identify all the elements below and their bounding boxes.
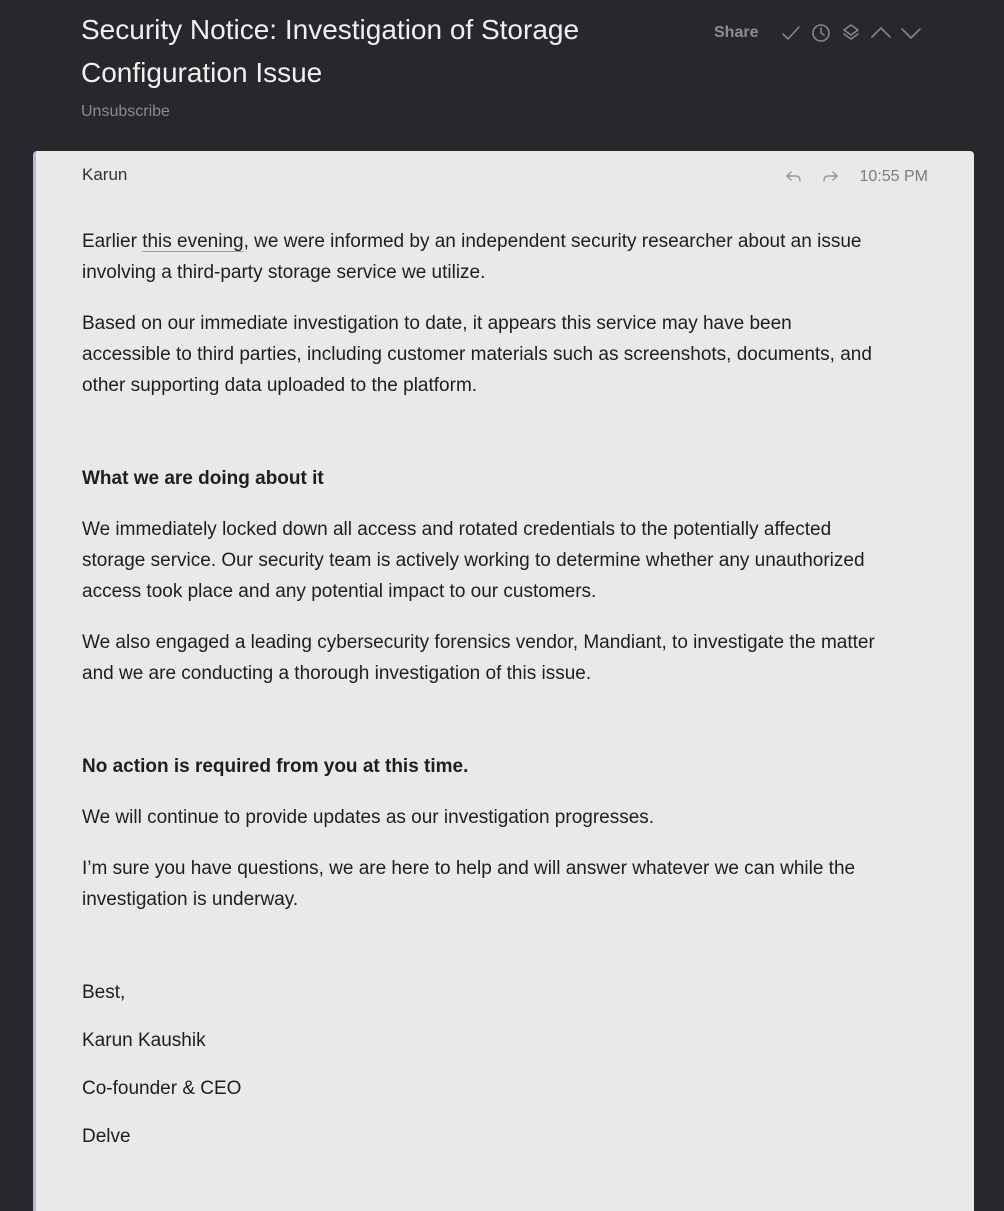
- paragraph: We will continue to provide updates as our investigation progresses.: [82, 807, 655, 828]
- paragraph: We also engaged a leading cybersecurity forensics vendor, Mandiant, to investigate the matter and we are conducting a thorough investigation of this issue.: [82, 632, 875, 684]
- share-button[interactable]: Share: [714, 24, 759, 41]
- layers-icon[interactable]: [840, 22, 862, 44]
- message-body: [82, 226, 882, 1169]
- p1-after: , we were informed by an independent security researcher about an issue involving a third-party storage service we utilize.: [82, 231, 862, 283]
- paragraph: Based on our immediate investigation to date, it appears this service may have been accessible to third parties, including customer materials such as screenshots, documents, and other supporting data uploaded to the platform.: [82, 313, 872, 396]
- sender-name: Karun: [82, 165, 128, 184]
- paragraph: I’m sure you have questions, we are here to help and will answer whatever we can while the investigation is underway.: [82, 858, 856, 910]
- message-actions: [784, 165, 928, 189]
- section-heading: What we are doing about it: [82, 468, 324, 489]
- section-heading: No action is required from you at this time.: [82, 756, 469, 777]
- signature-name: Karun Kaushik: [82, 1030, 206, 1051]
- signature-company: Delve: [82, 1126, 131, 1147]
- signature: [82, 977, 882, 1152]
- email-toolbar: [714, 18, 930, 48]
- email-subject: Security Notice: Investigation of Storage Configuration Issue: [81, 14, 580, 88]
- email-header: [0, 0, 1004, 150]
- message-time: 10:55 PM: [859, 168, 928, 185]
- message-card: [33, 151, 974, 1211]
- clock-icon[interactable]: [810, 22, 832, 44]
- reply-icon[interactable]: [784, 167, 804, 187]
- p1-before: Earlier: [82, 231, 143, 252]
- paragraph: We immediately locked down all access and rotated credentials to the potentially affected storage service. Our security team is actively working to determine whether any unauthorized access took place and any potential impact to our customers.: [82, 519, 865, 602]
- unsubscribe-link[interactable]: Unsubscribe: [81, 103, 170, 120]
- signature-title: Co-founder & CEO: [82, 1078, 242, 1099]
- chevron-down-icon[interactable]: [900, 22, 922, 44]
- forward-icon[interactable]: [820, 167, 840, 187]
- signoff: Best,: [82, 982, 126, 1003]
- paragraph: [82, 226, 882, 288]
- chevron-up-icon[interactable]: [870, 22, 892, 44]
- check-icon[interactable]: [780, 22, 802, 44]
- date-link[interactable]: this evening: [142, 231, 244, 252]
